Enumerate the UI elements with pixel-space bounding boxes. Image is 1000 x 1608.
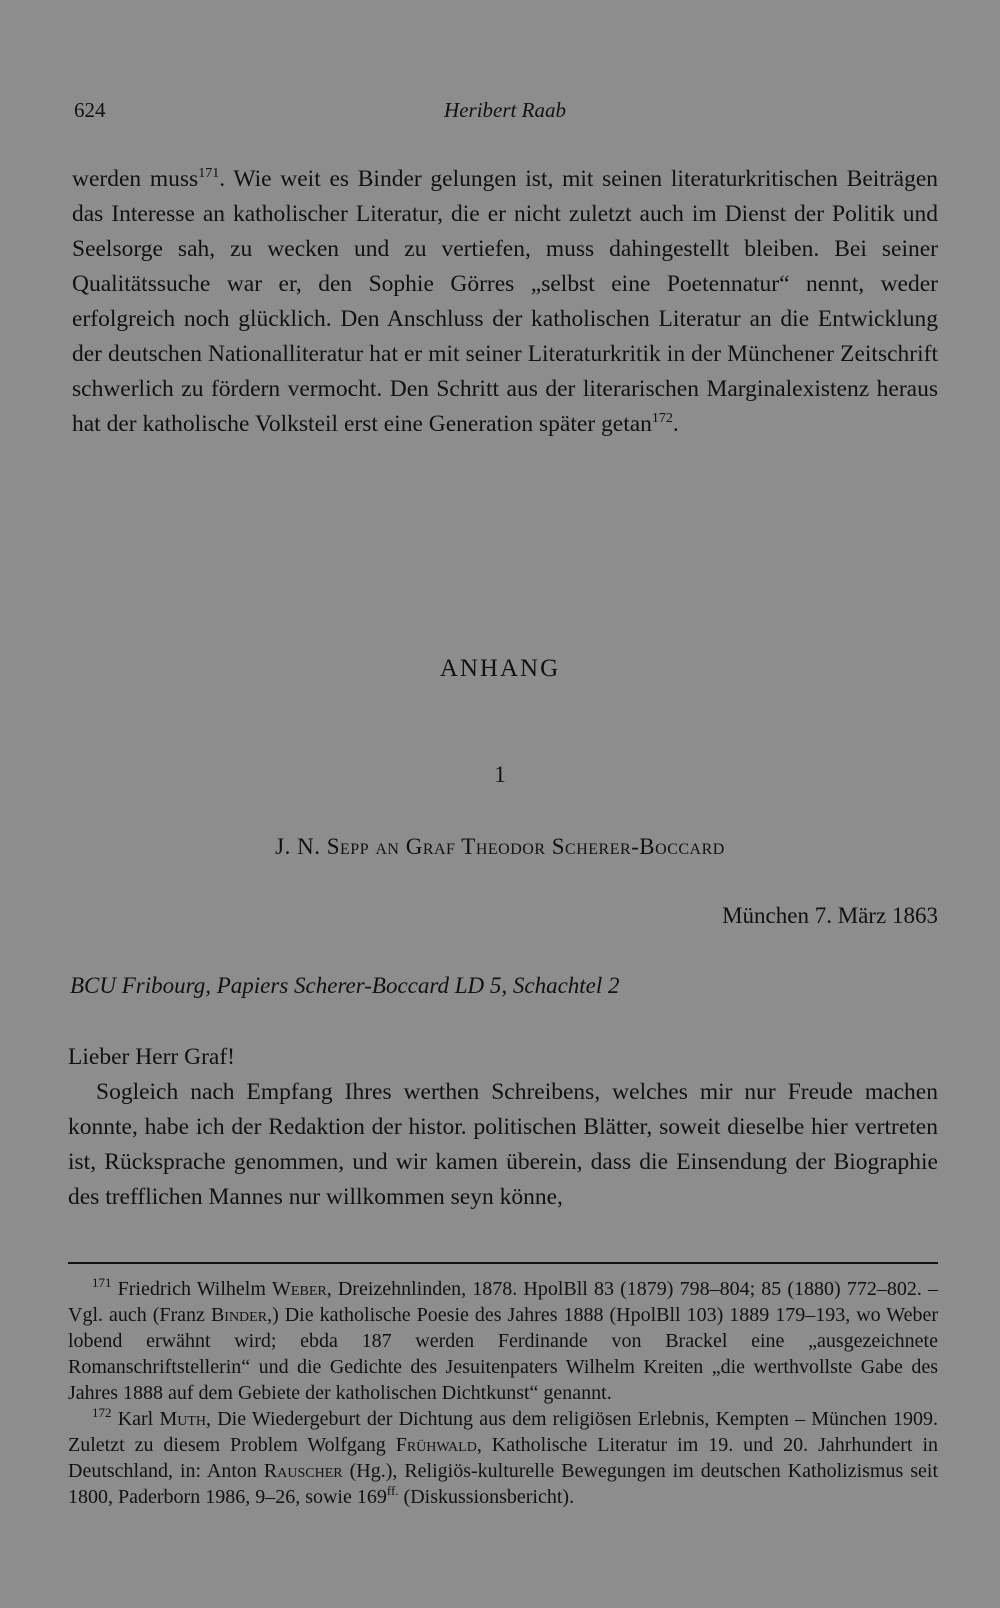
- footnote-divider: [68, 1262, 938, 1264]
- footnote-ref-171[interactable]: 171: [198, 166, 220, 181]
- author-name: Rauscher: [263, 1460, 343, 1482]
- letter-paragraph: Sogleich nach Empfang Ihres werthen Schreibens, welches mir nur Freude machen konnte, habe ich der Redaktion der histor. politischen Blätter, soweit dieselbe hier vertreten ist, Rücksprache genommen, und wir kamen überein, dass die Einsendung der Biographie des trefflichen Mannes nur willkommen seyn könne,: [68, 1079, 938, 1210]
- main-paragraph: [72, 162, 938, 442]
- text-segment: (Diskussionsbericht).: [398, 1486, 575, 1508]
- text-segment: , Katholische Literatur im 19. und 20. Jahrhundert in Deutschland, in: Anton: [68, 1434, 938, 1482]
- author-name: Binder: [210, 1304, 268, 1326]
- footnote-172: [68, 1406, 938, 1510]
- archive-source: BCU Fribourg, Papiers Scherer-Boccard LD 5, Schachtel 2: [70, 973, 620, 998]
- page-header: [74, 98, 936, 128]
- paragraph: [72, 162, 938, 442]
- text-segment: (Hg.), Religiös-kulturelle Bewegungen im deutschen Katholizismus seit 1800, Paderborn 1986, 9–26, sowie 169: [68, 1460, 938, 1508]
- text-segment: , Dreizehnlinden, 1878. HpolBll 83 (1879) 798–804; 85 (1880) 772–802. – Vgl. auch (Franz: [68, 1278, 938, 1326]
- text-segment: Karl: [117, 1408, 160, 1430]
- text-segment: . Wie weit es Binder gelungen ist, mit seinen literaturkritischen Beiträgen das Interesse an katholischer Literatur, die er nicht zuletzt auch im Dienst der Politik und Seelsorge sah, zu wecken und zu vertiefen, muss dahingestellt bleiben. Bei seiner Qualitätssuche war er, den Sophie Görres „selbst eine Poetennatur“ nennt, weder erfolgreich noch glücklich. Den Anschluss der katholischen Literatur an die Entwicklung der deutschen Nationalliteratur hat er mit seiner Literaturkritik in der Münchener Zeitschrift schwerlich zu fördern vermocht. Den Schritt aus der literarischen Marginalexistenz heraus hat der katholische Volksteil erst eine Generation später getan: [72, 166, 938, 437]
- letter-text: [68, 1040, 938, 1215]
- running-title: Heribert Raab: [444, 98, 566, 122]
- footnotes: [68, 1276, 938, 1510]
- place-date: München 7. März 1863: [722, 903, 938, 928]
- letter-salutation: Lieber Herr Graf!: [68, 1044, 236, 1070]
- footnote-number: 171: [92, 1275, 112, 1290]
- text-segment: .: [672, 411, 679, 437]
- footnote-ref-172[interactable]: 172: [651, 411, 673, 426]
- author-name: Weber: [272, 1278, 327, 1300]
- footnote-171: [68, 1276, 938, 1406]
- text-segment: werden muss: [72, 166, 199, 192]
- footnote-number: 172: [92, 1405, 112, 1420]
- document-number: 1: [494, 762, 506, 787]
- author-name: Frühwald: [395, 1434, 477, 1456]
- text-superscript: ff.: [386, 1483, 399, 1498]
- page-number: 624: [74, 98, 106, 122]
- text-segment: ,) Die katholische Poesie des Jahres 1888 (HpolBll 103) 1889 179–193, wo Weber lobend erwähnt wird; ebda 187 werden Ferdinande von Brackel eine „ausgezeichnete Romanschriftstellerin“ und die Gedichte des Jesuitenpaters Wilhelm Kreiten „die werthvollste Gabe des Jahres 1888 auf dem Gebiete der katholischen Dichtkunst“ genannt.: [68, 1304, 938, 1404]
- text-segment: Friedrich Wilhelm: [117, 1278, 273, 1300]
- author-name: Muth: [159, 1408, 206, 1430]
- text-segment: , Die Wiedergeburt der Dichtung aus dem religiösen Erlebnis, Kempten – München 1909. Zuletzt zu diesem Problem Wolfgang: [68, 1408, 939, 1456]
- document-title: J. N. Sepp an Graf Theodor Scherer-Boccard: [275, 834, 725, 859]
- appendix-heading: ANHANG: [439, 655, 561, 682]
